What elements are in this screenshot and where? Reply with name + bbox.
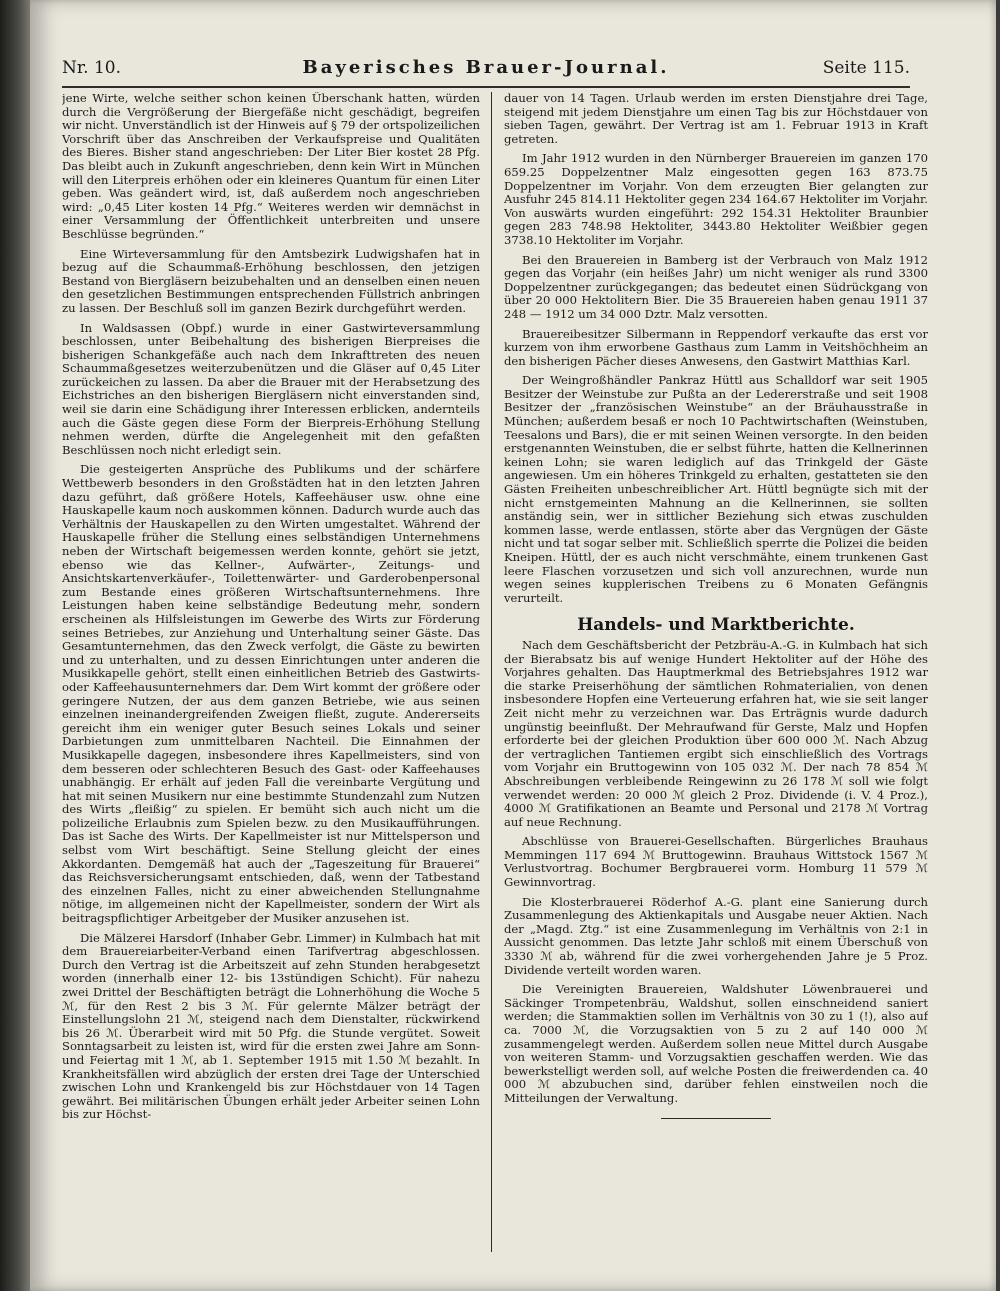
article-paragraph: dauer von 14 Tagen. Urlaub werden im ersten Dienstjahre drei Tage, steigend mit jedem Dienstjahre um einen Tag bis zur Höchstdauer von sieben Tagen, gewährt. Der Vertrag ist am 1. Februar 1913 in Kraft getreten. (504, 92, 928, 146)
article-paragraph: jene Wirte, welche seither schon keinen Überschank hatten, würden durch die Vergrößerung der Biergefäße nicht geschädigt, begreifen wir nicht. Unverständlich ist der Hinweis auf § 79 der ortspolizeilichen Vorschrift über das Anschreiben der Verkaufspreise und Qualitäten des Bieres. Bisher stand angeschrieben: Der Liter Bier kostet 28 Pfg. Das bleibt auch in Zukunft angeschrieben, denn kein Wirt in München will den Literpreis erhöhen oder ein kleineres Quantum für einen Liter geben. Was geändert wird, ist, daß außerdem noch angeschrieben wird: „0,45 Liter kosten 14 Pfg.“ Weiteres werden wir demnächst in einer Versammlung der Öffentlichkeit unterbreiten und unsere Beschlüsse begründen.“ (62, 92, 480, 241)
right-column (504, 92, 928, 1272)
article-paragraph: Bei den Brauereien in Bamberg ist der Verbrauch von Malz 1912 gegen das Vorjahr (ein heißes Jahr) um nicht weniger als rund 3300 Doppelzentner zurückgegangen; das bedeutet einen Südrückgang von über 20 000 Hektolitern Bier. Die 35 Brauereien haben genau 1911 37 248 — 1912 um 34 000 Dztr. Malz versotten. (504, 252, 928, 321)
article-paragraph: Die Klosterbrauerei Röderhof A.-G. plant eine Sanierung durch Zusammenlegung des Aktienkapitals und Ausgabe neuer Aktien. Nach der „Magd. Ztg.“ ist eine Zusammenlegung im Verhältnis von 2:1 in Aussicht genommen. Das letzte Jahr schloß mit einem Überschuß von 3330 ℳ ab, während für die zwei vorhergehenden Jahre je 5 Proz. Dividende verteilt worden waren. (504, 894, 928, 977)
article-paragraph: Nach dem Geschäftsbericht der Petzbräu-A.-G. in Kulmbach hat sich der Bierabsatz bis auf wenige Hundert Hektoliter auf der Höhe des Vorjahres gehalten. Das Hauptmerkmal des Betriebsjahres 1912 war die starke Preiserhöhung der sämtlichen Rohmaterialien, von denen insbesondere Hopfen eine Verteuerung erfahren hat, wie sie seit langer Zeit nicht mehr zu verzeichnen war. Das Erträgnis wurde dadurch ungünstig beeinflußt. Der Mehraufwand für Gerste, Malz und Hopfen erforderte bei der gleichen Produktion über 600 000 ℳ. Nach Abzug der vertraglichen Tantiemen ergibt sich einschließlich des Vortrags vom Vorjahr ein Bruttogewinn von 105 032 ℳ. Der nach 78 854 ℳ Abschreibungen verbleibende Reingewinn zu 26 178 ℳ soll wie folgt verwendet werden: 20 000 ℳ gleich 2 Proz. Dividende (i. V. 4 Proz.), 4000 ℳ Gratifikationen an Beamte und Personal und 2178 ℳ Vortrag auf neue Rechnung. (504, 637, 928, 829)
article-paragraph: Abschlüsse von Brauerei-Gesellschaften. Bürgerliches Brauhaus Memmingen 117 694 ℳ Bruttogewinn. Brauhaus Wittstock 1567 ℳ Verlustvortrag. Bochumer Bergbrauerei vorm. Homburg 11 579 ℳ Gewinnvortrag. (504, 834, 928, 890)
journal-title: Bayerisches Brauer-Journal. (302, 57, 670, 78)
book-spine-shadow (0, 0, 34, 1291)
page-header (62, 56, 910, 88)
article-paragraph: Eine Wirteversammlung für den Amtsbezirk Ludwigshafen hat in bezug auf die Schaummaß-Erhöhung beschlossen, den jetzigen Bestand von Biergläsern beizubehalten und an denselben einen neuen den gesetzlichen Bestimmungen entsprechenden Füllstrich anbringen zu lassen. Der Beschluß soll im ganzen Bezirk durchgeführt werden. (62, 246, 480, 315)
issue-number: Nr. 10. (62, 58, 121, 78)
article-paragraph: Der Weingroßhändler Pankraz Hüttl aus Schalldorf war seit 1905 Besitzer der Weinstube zur Pußta an der Ledererstraße und seit 1908 Besitzer der „französischen Weinstube“ an der Bräuhausstraße in München; außerdem besaß er noch 10 Pachtwirtschaften (Weinstuben, Teesalons und Bars), die er mit seinen Weinen versorgte. In den beiden erstgenannten Weinstuben, die er selbst führte, hatten die Kellnerinnen keinen Lohn; sie waren lediglich auf das Trinkgeld der Gäste angewiesen. Um ein höheres Trinkgeld zu erhalten, gestatteten sie den Gästen Freiheiten unbeschreiblicher Art. Hüttl begnügte sich mit der nicht ernstgemeinten Mahnung an die Kellnerinnen, sie sollten anständig sein, wer in sittlicher Beziehung sich etwas zuschulden kommen lasse, werde entlassen, störte aber das Vergnügen der Gäste nicht und tat sogar selber mit. Schließlich sperrte die Polizei die beiden Kneipen. Hüttl, der es auch nicht verschmähte, einem trunkenen Gast leere Flaschen vorzusetzen und sich voll anzurechnen, wurde nun wegen seines kupplerischen Treibens zu 6 Monaten Gefängnis verurteilt. (504, 373, 928, 605)
left-column (62, 92, 480, 1272)
article-paragraph: Die gesteigerten Ansprüche des Publikums und der schärfere Wettbewerb besonders in den Großstädten hat in den letzten Jahren dazu geführt, daß größere Hotels, Kaffeehäuser usw. ohne eine Hauskapelle kaum noch auskommen können. Dadurch wurde auch das Verhältnis der Hauskapellen zu den Wirten umgestaltet. Während der Hauskapelle früher die Stellung eines selbständigen Unternehmens neben der Wirtschaft beigemessen werden konnte, gehört sie jetzt, ebenso wie das Kellner-, Aufwärter-, Zeitungs- und Ansichtskartenverkäufer-, Toilettenwärter- und Garderobenpersonal zum Bestande eines größeren Wirtschaftsunternehmens. Ihre Leistungen haben keine selbständige Bedeutung mehr, sondern erscheinen als Hilfsleistungen im Gewerbe des Wirts zur Förderung seines Betriebes, zur Anziehung und Unterhaltung seiner Gäste. Das Gesamtunternehmen, das den Zweck verfolgt, die Gäste zu bewirten und zu unterhalten, und zu dessen Einrichtungen unter anderen die Musikkapelle gehört, stellt einen einheitlichen Betrieb des Gastwirts- oder Kaffeehausunternehmers dar. Dem Wirt kommt der größere oder geringere Nutzen, der aus dem ganzen Betriebe, wie aus seinen einzelnen ineinandergreifenden Zweigen fließt, zugute. Andererseits gereicht ihm ein weniger guter Besuch seines Lokals und seiner Darbietungen zum unmittelbaren Nachteil. Die Einnahmen der Musikkapelle dagegen, insbesondere ihres Kapellmeisters, sind von dem besseren oder schlechteren Besuch des Gast- oder Kaffeehauses unabhängig. Er erhält auf jeden Fall die vereinbarte Vergütung und hat mit seinen Musikern nur eine bestimmte Stundenzahl zum Nutzen des Wirts „fleißig“ zu spielen. Er bemüht sich auch nicht um die polizeiliche Erlaubnis zum Spielen bezw. zu den Musikaufführungen. Das ist Sache des Wirts. Der Kapellmeister ist nur Mittelsperson und selbst vom Wirt beschäftigt. Seine Stellung gleicht der eines Akkordanten. Demgemäß hat auch der „Tageszeitung für Brauerei“ das Reichsversicherungsamt entschieden, daß, wenn der Tatbestand des einzelnen Falles, nicht zu einer abweichenden Stellungnahme nötige, im allgemeinen nicht der Kapellmeister, sondern der Wirt als beitragspflichtiger Arbeitgeber der Musiker anzusehen ist. (62, 462, 480, 926)
article-paragraph: In Waldsassen (Obpf.) wurde in einer Gastwirteversammlung beschlossen, unter Beibehaltung des bisherigen Bierpreises die bisherigen Schankgefäße auch nach dem Inkrafttreten des neuen Schaummaßgesetzes weiterzubenützen und die Gläser auf 0,45 Liter zurückeichen zu lassen. Da aber die Brauer mit der Herabsetzung des Eichstriches an den bisherigen Biergläsern nicht einverstanden sind, weil sie darin eine Schädigung ihrer Interessen erblicken, andernteils auch die Gäste gegen diese Form der Bierpreis-Erhöhung Stellung nehmen werden, dürfte die Angelegenheit mit den gefaßten Beschlüssen noch nicht erledigt sein. (62, 320, 480, 457)
page-number: Seite 115. (822, 58, 910, 78)
end-divider (661, 1118, 771, 1119)
column-rule (491, 92, 492, 1252)
section-heading: Handels- und Marktberichte. (577, 615, 855, 636)
article-paragraph: Im Jahr 1912 wurden in den Nürnberger Brauereien im ganzen 170 659.25 Doppelzentner Malz eingesotten gegen 163 873.75 Doppelzentner im Vorjahr. Von dem erzeugten Bier gelangten zur Ausfuhr 245 814.11 Hektoliter gegen 234 164.67 Hektoliter im Vorjahr. Von auswärts wurden eingeführt: 292 154.31 Hektoliter Braunbier gegen 283 748.98 Hektoliter, 3443.80 Hektoliter Weißbier gegen 3738.10 Hektoliter im Vorjahr. (504, 151, 928, 247)
article-paragraph: Brauereibesitzer Silbermann in Reppendorf verkaufte das erst vor kurzem von ihm erworbene Gasthaus zum Lamm in Veitshöchheim an den bisherigen Pächer dieses Anwesens, den Gastwirt Matthias Karl. (504, 326, 928, 368)
article-paragraph: Die Mälzerei Harsdorf (Inhaber Gebr. Limmer) in Kulmbach hat mit dem Brauereiarbeiter-Verband einen Tarifvertrag abgeschlossen. Durch den Vertrag ist die Arbeitszeit auf zehn Stunden herabgesetzt worden (innerhalb einer 12- bis 13stündigen Schicht). Für nahezu zwei Drittel der Beschäftigten beträgt die Lohnerhöhung die Woche 5 ℳ, für den Rest 2 bis 3 ℳ. Für gelernte Mälzer beträgt der Einstellungslohn 21 ℳ, steigend nach dem Dienstalter, rückwirkend bis 26 ℳ. Überarbeit wird mit 50 Pfg. die Stunde vergütet. Soweit Sonntagsarbeit zu leisten ist, wird für die ersten zwei Jahre am Sonn- und Feiertag mit 1 ℳ, ab 1. September 1915 mit 1.50 ℳ bezahlt. In Krankheitsfällen wird abzüglich der ersten drei Tage der Unterschied zwischen Lohn und Krankengeld bis zur Höchstdauer von 14 Tagen gewährt. Bei militärischen Übungen erhält jeder Arbeiter seinen Lohn bis zur Höchst- (62, 930, 480, 1122)
article-paragraph: Die Vereinigten Brauereien, Waldshuter Löwenbrauerei und Säckinger Trompetenbräu, Waldshut, sollen einschneidend saniert werden; die Stammaktien sollen im Verhältnis von 30 zu 1 (!), also auf ca. 7000 ℳ, die Vorzugsaktien von 5 zu 2 auf 140 000 ℳ zusammengelegt werden. Außerdem sollen neue Mittel durch Ausgabe von weiteren Stamm- und Vorzugsaktien geschaffen werden. Wie das bewerkstelligt werden soll, auf welche Posten die freiwerdenden ca. 40 000 ℳ abzubuchen sind, darüber fehlen einstweilen noch die Mitteilungen der Verwaltung. (504, 982, 928, 1105)
